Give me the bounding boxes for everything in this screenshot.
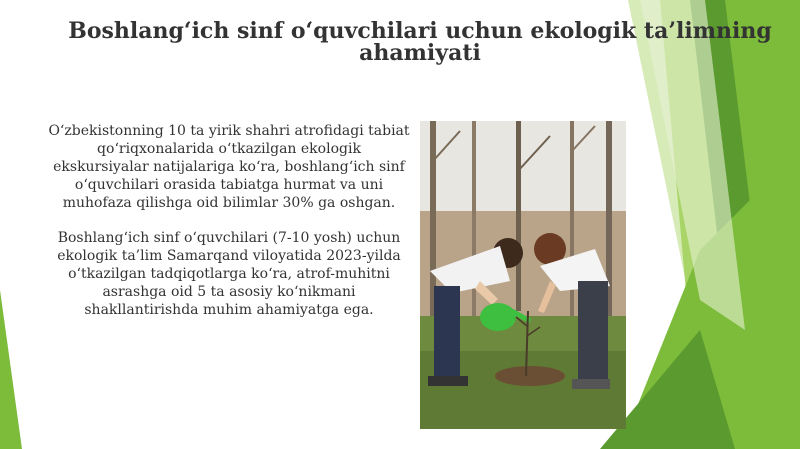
slide-body-text — [48, 122, 410, 336]
children-planting-tree-photo — [420, 121, 626, 429]
slide-title-line2: ahamiyati — [359, 40, 481, 66]
slide-title — [40, 20, 800, 64]
slide-title-line1: Boshlang‘ich sinf o‘quvchilari uchun ekologik ta’limning — [68, 18, 772, 44]
paragraph-1: O‘zbekistonning 10 ta yirik shahri atrofidagi tabiat qo‘riqxonalarida o‘tkazilgan ekologik ekskursiyalar natijalariga ko‘ra, boshlang‘ich sinf o‘quvchilari orasida tabiatga hurmat va uni muhofaza qilishga oid bilimlar 30% ga oshgan. — [48, 123, 410, 211]
paragraph-2: Boshlang‘ich sinf o‘quvchilari (7-10 yosh) uchun ekologik ta’lim Samarqand viloyatida 2023-yilda o‘tkazilgan tadqiqotlarga ko‘ra, atrof-muhitni asrashga oid 5 ta asosiy ko‘nikmani shakllantirishda muhim ahamiyatga ega. — [57, 230, 401, 318]
